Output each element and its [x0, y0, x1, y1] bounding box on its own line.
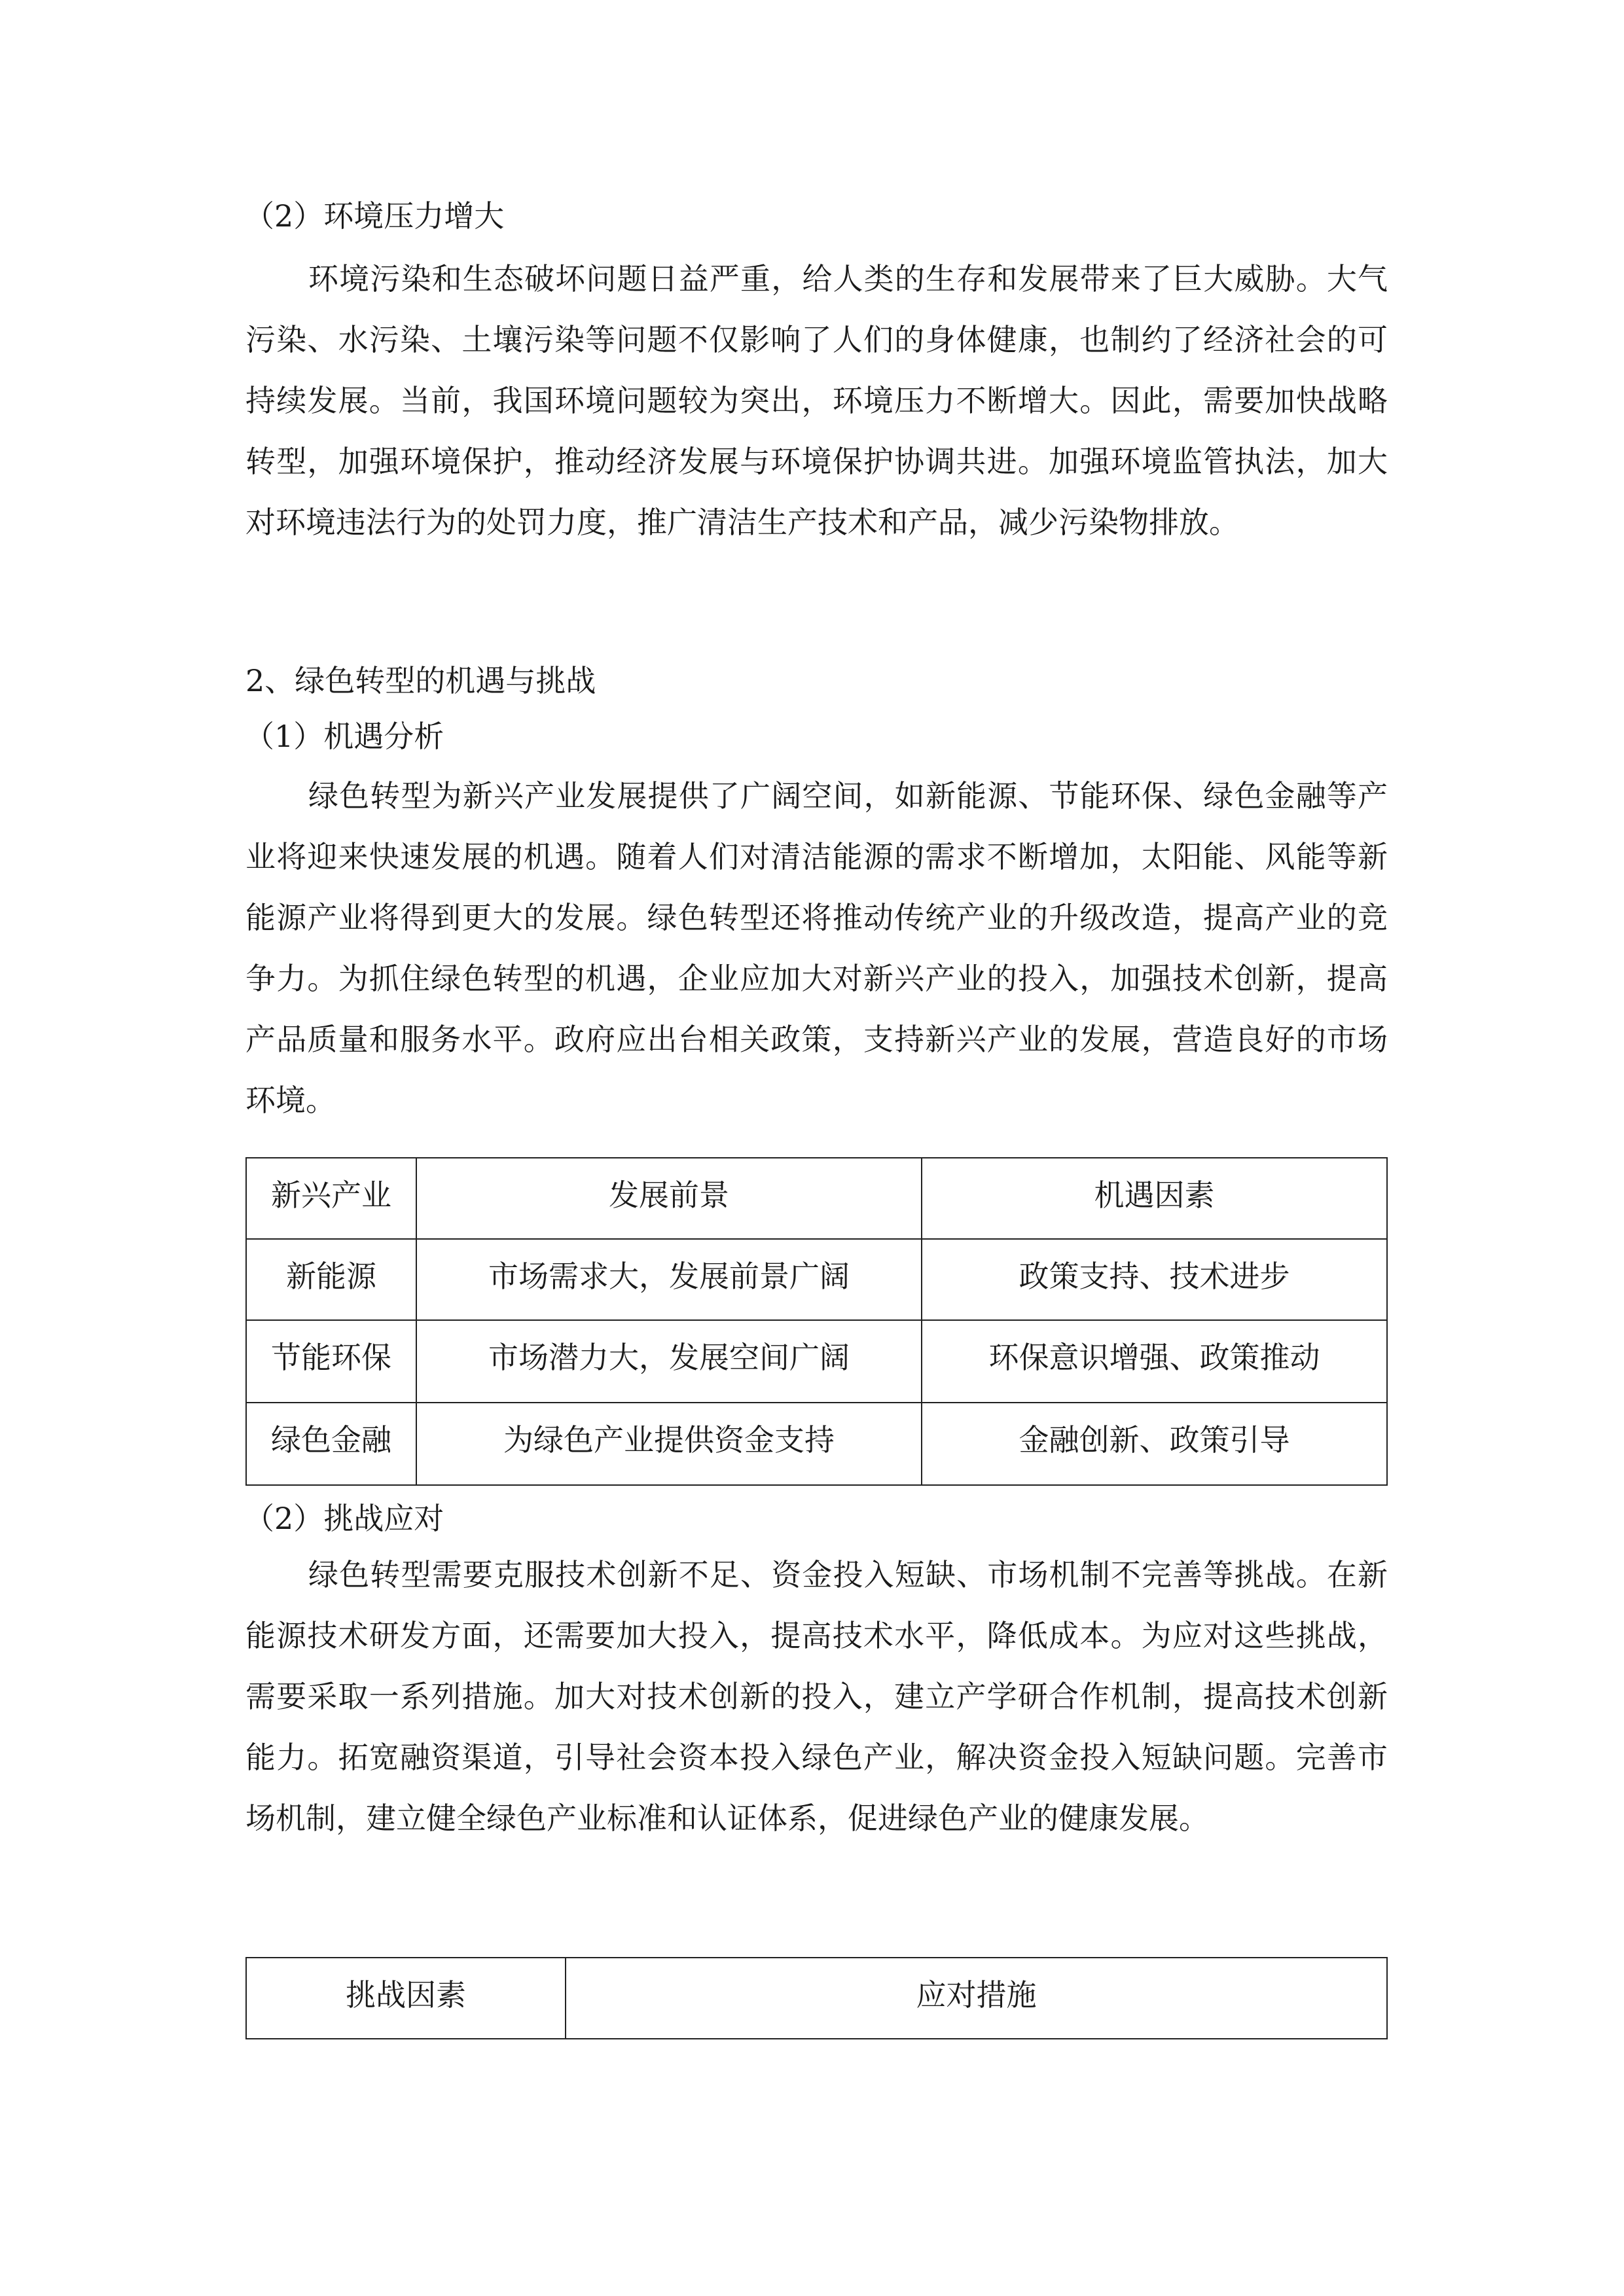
- paragraph-opportunity: 绿色转型为新兴产业发展提供了广阔空间，如新能源、节能环保、绿色金融等产业将迎来快速发展的机遇。随着人们对清洁能源的需求不断增加，太阳能、风能等新能源产业将得到更大的发展。绿色转型还将推动传统产业的升级改造，提高产业的竞争力。为抓住绿色转型的机遇，企业应加大对新兴产业的投入，加强技术创新，提高产品质量和服务水平。政府应出台相关政策，支持新兴产业的发展，营造良好的市场环境。: [245, 778, 1388, 1118]
- heading-section-2: 2、绿色转型的机遇与挑战: [245, 663, 596, 698]
- table-header-cell: 应对措施: [566, 1958, 1387, 2039]
- table-row: [246, 1320, 1387, 1403]
- table-cell: 市场需求大，发展前景广阔: [416, 1239, 922, 1320]
- table-cell: 绿色金融: [246, 1403, 416, 1485]
- table-cell: 金融创新、政策引导: [922, 1403, 1387, 1485]
- table-cell: 环保意识增强、政策推动: [922, 1320, 1387, 1403]
- table-header-cell: 挑战因素: [246, 1958, 566, 2039]
- table-row: [246, 1403, 1387, 1485]
- paragraph-challenge: 绿色转型需要克服技术创新不足、资金投入短缺、市场机制不完善等挑战。在新能源技术研发方面，还需要加大投入，提高技术水平，降低成本。为应对这些挑战，需要采取一系列措施。加大对技术创新的投入，建立产学研合作机制，提高技术创新能力。拓宽融资渠道，引导社会资本投入绿色产业，解决资金投入短缺问题。完善市场机制，建立健全绿色产业标准和认证体系，促进绿色产业的健康发展。: [245, 1557, 1388, 1836]
- table-header-cell: 发展前景: [416, 1158, 922, 1239]
- table-cell: 政策支持、技术进步: [922, 1239, 1387, 1320]
- heading-environment-pressure: （2）环境压力增大: [244, 198, 505, 234]
- table-header-cell: 机遇因素: [922, 1158, 1387, 1239]
- table-header-cell: 新兴产业: [246, 1158, 416, 1239]
- table-row: [246, 1239, 1387, 1320]
- heading-challenge-response: （2）挑战应对: [244, 1501, 444, 1536]
- heading-opportunity-analysis: （1）机遇分析: [244, 719, 444, 754]
- table-cell: 新能源: [246, 1239, 416, 1320]
- paragraph-environment: 环境污染和生态破坏问题日益严重，给人类的生存和发展带来了巨大威胁。大气污染、水污染、土壤污染等问题不仅影响了人们的身体健康，也制约了经济社会的可持续发展。当前，我国环境问题较为突出，环境压力不断增大。因此，需要加快战略转型，加强环境保护，推动经济发展与环境保护协调共进。加强环境监管执法，加大对环境违法行为的处罚力度，推广清洁生产技术和产品，减少污染物排放。: [245, 261, 1388, 540]
- table-cell: 为绿色产业提供资金支持: [416, 1403, 922, 1485]
- table-cell: 市场潜力大，发展空间广阔: [416, 1320, 922, 1403]
- table-header-row: [246, 1958, 1387, 2039]
- opportunity-table: [245, 1157, 1388, 1486]
- table-cell: 节能环保: [246, 1320, 416, 1403]
- challenge-table: [245, 1957, 1388, 2039]
- table-header-row: [246, 1158, 1387, 1239]
